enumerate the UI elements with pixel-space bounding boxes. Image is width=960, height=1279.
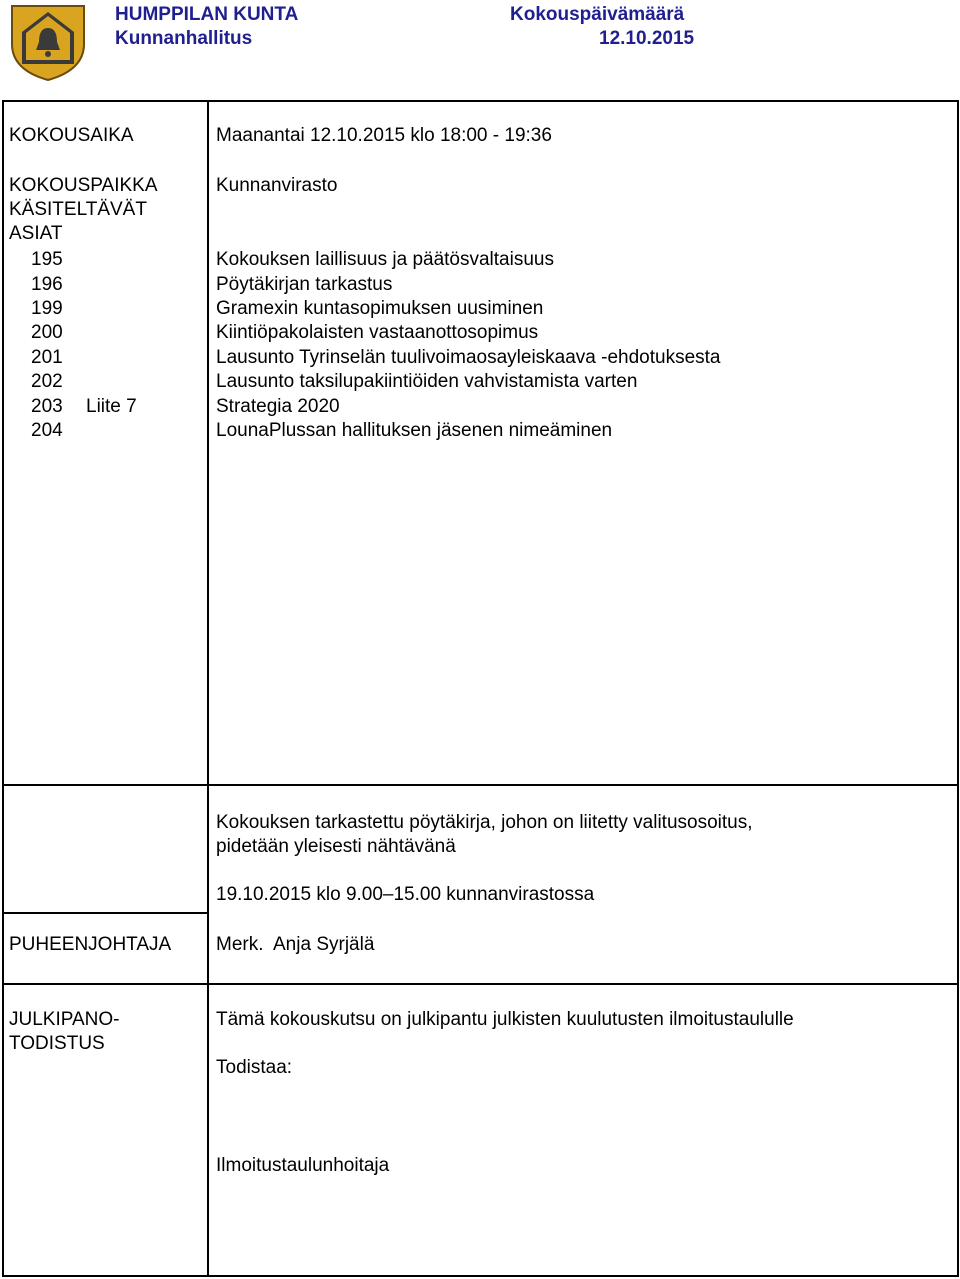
witness-label: Todistaa: — [216, 1057, 293, 1078]
agenda-item-number: 203 — [31, 396, 63, 417]
posting-label-line2: TODISTUS — [9, 1033, 105, 1054]
posting-statement: Tämä kokouskutsu on julkipantu julkisten kuulutusten ilmoitustaululle — [216, 1009, 794, 1030]
items-label-line2: ASIAT — [9, 223, 63, 244]
coat-of-arms-logo — [8, 2, 88, 82]
org-name: HUMPPILAN KUNTA — [115, 4, 299, 25]
minutes-notice-line2: pidetään yleisesti nähtävänä — [216, 836, 456, 857]
chair-signature: Merk. Anja Syrjälä — [216, 934, 375, 955]
agenda-item-number: 201 — [31, 347, 63, 368]
agenda-item-title: Lausunto taksilupakiintiöiden vahvistamista varten — [216, 371, 638, 392]
agenda-item-title: Pöytäkirjan tarkastus — [216, 274, 393, 295]
agenda-item-title: Kokouksen laillisuus ja päätösvaltaisuus — [216, 249, 554, 270]
agenda-item-attachment: Liite 7 — [86, 396, 137, 417]
meeting-place-value: Kunnanvirasto — [216, 175, 338, 196]
agenda-item-number: 200 — [31, 322, 63, 343]
agenda-item-number: 202 — [31, 371, 63, 392]
agenda-item-number: 204 — [31, 420, 63, 441]
agenda-item-number: 199 — [31, 298, 63, 319]
notice-board-keeper: Ilmoitustaulunhoitaja — [216, 1155, 390, 1176]
agenda-item-title: Lausunto Tyrinselän tuulivoimaosayleiskaava -ehdotuksesta — [216, 347, 721, 368]
minutes-display-time: 19.10.2015 klo 9.00–15.00 kunnanvirastossa — [216, 884, 595, 905]
meeting-time-label: KOKOUSAIKA — [9, 125, 134, 146]
items-label-line1: KÄSITELTÄVÄT — [9, 199, 147, 220]
posting-label-line1: JULKIPANO- — [9, 1009, 120, 1030]
agenda-item-title: Strategia 2020 — [216, 396, 340, 417]
agenda-item-number: 195 — [31, 249, 63, 270]
body-name: Kunnanhallitus — [115, 28, 253, 49]
agenda-item-title: LounaPlussan hallituksen jäsenen nimeäminen — [216, 420, 613, 441]
agenda-item-title: Gramexin kuntasopimuksen uusiminen — [216, 298, 544, 319]
agenda-item-number: 196 — [31, 274, 63, 295]
meeting-place-label: KOKOUSPAIKKA — [9, 175, 158, 196]
agenda-item-title: Kiintiöpakolaisten vastaanottosopimus — [216, 322, 539, 343]
chair-label: PUHEENJOHTAJA — [9, 934, 172, 955]
minutes-notice-line1: Kokouksen tarkastettu pöytäkirja, johon on liitetty valitusosoitus, — [216, 812, 753, 833]
meeting-date: 12.10.2015 — [599, 28, 695, 49]
meeting-time-value: Maanantai 12.10.2015 klo 18:00 - 19:36 — [216, 125, 552, 146]
date-label: Kokouspäivämäärä — [510, 4, 685, 25]
